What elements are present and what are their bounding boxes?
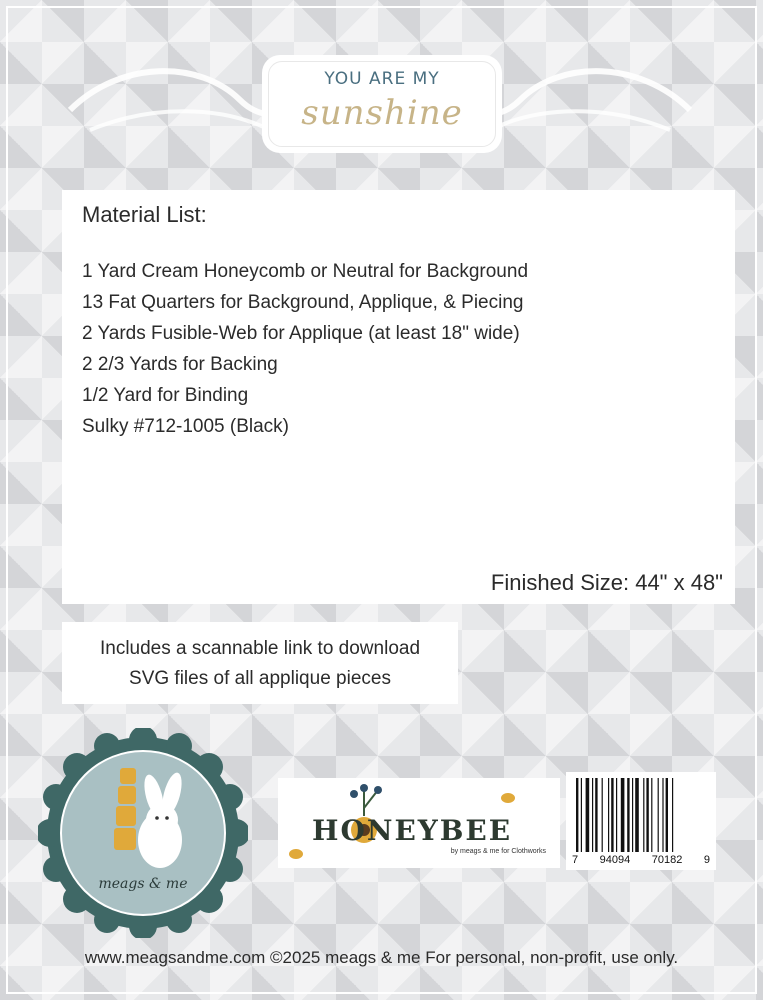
title-line-1: YOU ARE MY — [324, 69, 440, 89]
material-list-heading: Material List: — [82, 202, 207, 227]
barcode-bar — [608, 778, 609, 852]
material-item: 2 Yards Fusible-Web for Applique (at least 18" wide) — [82, 323, 520, 344]
honeybee-subtitle: by meags & me for Clothworks — [450, 848, 546, 855]
title-line-2: sunshine — [301, 93, 463, 133]
barcode-bar — [616, 778, 617, 852]
note-line-2: SVG files of all applique pieces — [129, 668, 391, 689]
footer-copyright: www.meagsandme.com ©2025 meags & me For personal, non-profit, use only. — [84, 948, 679, 967]
meags-and-me-logo — [38, 728, 248, 938]
logo-text: meags & me — [98, 876, 188, 892]
barcode — [566, 772, 716, 870]
barcode-bar — [595, 778, 597, 852]
material-item: 1/2 Yard for Binding — [82, 385, 249, 406]
honeybee-wordmark: HONEYBEE — [312, 814, 513, 847]
barcode-bar — [576, 778, 578, 852]
title-plaque — [262, 55, 502, 153]
svg-download-note — [62, 622, 458, 704]
finished-size: Finished Size: 44" x 48" — [490, 570, 723, 595]
barcode-bar — [651, 778, 652, 852]
honeybee-banner — [278, 778, 560, 868]
barcode-digit-group: 94094 — [599, 854, 631, 866]
barcode-bar — [646, 778, 648, 852]
barcode-bar — [643, 778, 644, 852]
material-item: Sulky #712-1005 (Black) — [82, 416, 289, 437]
material-list-panel — [62, 190, 735, 604]
barcode-bar — [602, 778, 603, 852]
barcode-bar — [627, 778, 629, 852]
barcode-bar — [662, 778, 663, 852]
material-item: 1 Yard Cream Honeycomb or Neutral for Background — [82, 261, 529, 282]
barcode-digit-group: 7 — [572, 854, 579, 866]
barcode-digits — [572, 854, 710, 866]
barcode-bar — [611, 778, 613, 852]
barcode-bar — [658, 778, 659, 852]
material-list — [82, 256, 528, 442]
barcode-digit-group: 70182 — [651, 854, 683, 866]
barcode-bar — [621, 778, 625, 852]
barcode-bar — [592, 778, 593, 852]
barcode-bar — [635, 778, 639, 852]
material-item: 13 Fat Quarters for Background, Applique, & Piecing — [82, 292, 524, 313]
note-line-1: Includes a scannable link to download — [99, 638, 421, 659]
material-item: 2 2/3 Yards for Backing — [82, 354, 278, 375]
barcode-bars — [576, 778, 706, 852]
barcode-bar — [666, 778, 668, 852]
barcode-bar — [632, 778, 633, 852]
barcode-bar — [586, 778, 590, 852]
barcode-digit-group: 9 — [703, 854, 710, 866]
barcode-bar — [672, 778, 673, 852]
barcode-bar — [581, 778, 582, 852]
